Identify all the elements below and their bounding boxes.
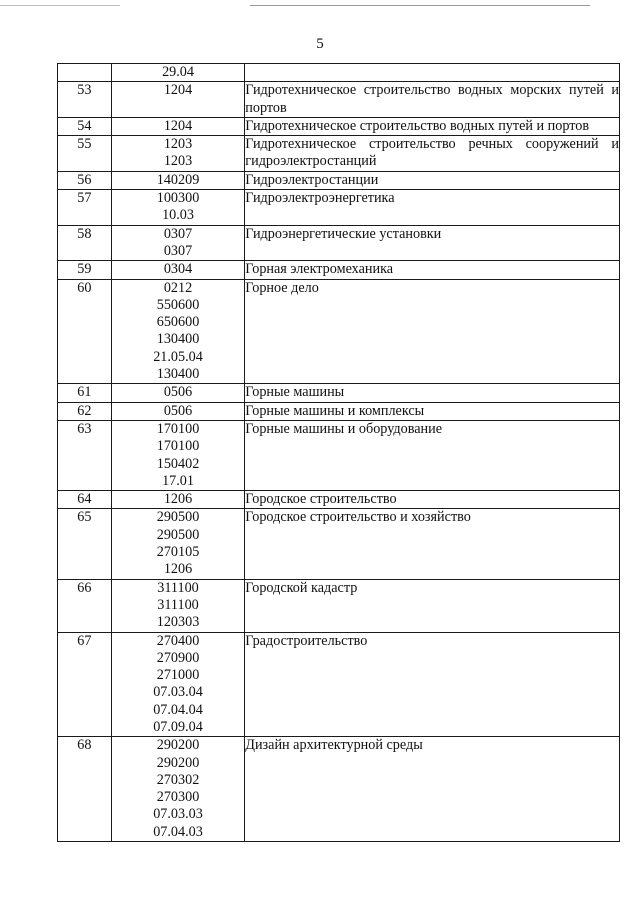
specialty-codes	[111, 384, 245, 402]
row-number: 63	[58, 420, 112, 490]
specialty-title: Городское строительство и хозяйство	[245, 509, 620, 579]
specialty-codes	[111, 225, 245, 261]
specialty-code: 1206	[163, 561, 193, 578]
specialty-code: 07.03.03	[153, 806, 203, 823]
specialty-code: 170100	[156, 438, 200, 455]
specialty-code: 550600	[156, 296, 200, 313]
table-row	[58, 261, 620, 279]
specialty-title: Горная электромеханика	[245, 261, 620, 279]
specialty-title: Горные машины и оборудование	[245, 420, 620, 490]
specialty-code: 0307	[163, 225, 193, 242]
row-number: 66	[58, 579, 112, 632]
row-number: 53	[58, 82, 112, 118]
specialty-title: Гидроэлектростанции	[245, 171, 620, 189]
table-row	[58, 136, 620, 172]
specialty-code: 07.03.04	[153, 684, 203, 701]
specialty-code: 10.03	[162, 207, 194, 224]
specialty-code: 0212	[163, 279, 193, 296]
specialty-title: Городской кадастр	[245, 579, 620, 632]
specialty-title: Гидроэнергетические установки	[245, 225, 620, 261]
specialty-title: Гидротехническое строительство водных морских путей и портов	[245, 82, 619, 116]
specialty-codes	[111, 420, 245, 490]
specialty-code: 290200	[156, 754, 200, 771]
specialty-title: Гидротехническое строительство водных путей и портов	[245, 117, 620, 135]
specialty-code: 311100	[157, 596, 199, 613]
specialty-code: 150402	[156, 455, 200, 472]
specialty-code: 270300	[156, 789, 200, 806]
specialty-code: 0304	[163, 261, 193, 278]
specialty-code: 07.04.03	[153, 823, 203, 840]
specialty-code: 140209	[156, 171, 200, 188]
row-number: 56	[58, 171, 112, 189]
specialty-code: 650600	[156, 314, 200, 331]
row-number: 60	[58, 279, 112, 384]
specialty-code: 0307	[163, 242, 193, 259]
specialty-code: 290500	[156, 509, 200, 526]
specialty-title: Горные машины	[245, 384, 620, 402]
specialty-codes	[111, 261, 245, 279]
specialty-code: 270400	[156, 632, 200, 649]
table-row	[58, 509, 620, 579]
specialty-codes	[111, 491, 245, 509]
row-number: 58	[58, 225, 112, 261]
row-number: 64	[58, 491, 112, 509]
row-number: 62	[58, 402, 112, 420]
specialties-table	[57, 63, 620, 842]
specialty-title: Гидротехническое строительство речных сооружений и гидроэлектростанций	[245, 136, 619, 170]
table-row	[58, 64, 620, 82]
specialty-codes	[111, 82, 245, 118]
specialty-code: 29.04	[162, 64, 194, 80]
table-row	[58, 737, 620, 842]
row-number: 59	[58, 261, 112, 279]
specialty-title: Гидроэлектроэнергетика	[245, 190, 620, 226]
table-row	[58, 420, 620, 490]
specialty-code: 07.04.04	[153, 701, 203, 718]
specialty-code: 1204	[163, 117, 193, 134]
specialty-code: 270105	[156, 544, 200, 561]
table-row	[58, 117, 620, 135]
specialty-code: 290200	[156, 737, 200, 754]
specialty-code: 270302	[156, 771, 200, 788]
specialty-codes	[111, 402, 245, 420]
table-body	[58, 64, 620, 842]
specialty-codes	[111, 64, 245, 82]
specialty-codes	[111, 279, 245, 384]
table-row	[58, 384, 620, 402]
specialty-code: 1203	[163, 153, 193, 170]
row-number: 57	[58, 190, 112, 226]
row-number: 55	[58, 136, 112, 172]
specialty-code: 271000	[156, 667, 200, 684]
specialty-title	[245, 64, 620, 82]
table-row	[58, 225, 620, 261]
table-row	[58, 82, 620, 118]
specialty-code: 100300	[156, 190, 200, 207]
specialty-codes	[111, 632, 245, 737]
specialty-codes	[111, 136, 245, 172]
table-row	[58, 190, 620, 226]
row-number	[58, 64, 112, 82]
table-row	[58, 171, 620, 189]
specialty-title: Горные машины и комплексы	[245, 402, 620, 420]
specialty-title: Горное дело	[245, 279, 620, 384]
table-row	[58, 491, 620, 509]
specialty-codes	[111, 737, 245, 842]
specialty-code: 311100	[157, 579, 199, 596]
specialty-codes	[111, 190, 245, 226]
specialty-code: 17.01	[162, 472, 194, 489]
specialty-code: 1203	[163, 136, 193, 153]
specialty-code: 0506	[163, 402, 193, 419]
top-border-line	[250, 5, 590, 6]
specialty-title: Дизайн архитектурной среды	[245, 737, 620, 842]
specialty-title: Градостроительство	[245, 632, 620, 737]
specialty-code: 170100	[156, 420, 200, 437]
specialty-title: Городское строительство	[245, 491, 620, 509]
top-border-line-left	[0, 5, 120, 6]
specialty-codes	[111, 509, 245, 579]
specialty-code: 0506	[163, 384, 193, 401]
table-row	[58, 402, 620, 420]
table-row	[58, 279, 620, 384]
specialty-code: 130400	[156, 366, 200, 383]
specialty-code: 120303	[156, 614, 200, 631]
row-number: 65	[58, 509, 112, 579]
row-number: 54	[58, 117, 112, 135]
specialty-codes	[111, 117, 245, 135]
specialty-code: 07.09.04	[153, 718, 203, 735]
specialty-code: 290500	[156, 526, 200, 543]
specialty-code: 1204	[163, 82, 193, 99]
specialty-codes	[111, 579, 245, 632]
specialty-code: 130400	[156, 331, 200, 348]
row-number: 67	[58, 632, 112, 737]
specialty-code: 270900	[156, 649, 200, 666]
table-row	[58, 632, 620, 737]
specialty-code: 21.05.04	[153, 348, 203, 365]
table-row	[58, 579, 620, 632]
page-number: 5	[316, 36, 324, 52]
row-number: 68	[58, 737, 112, 842]
specialty-codes	[111, 171, 245, 189]
specialty-code: 1206	[163, 491, 193, 508]
row-number: 61	[58, 384, 112, 402]
